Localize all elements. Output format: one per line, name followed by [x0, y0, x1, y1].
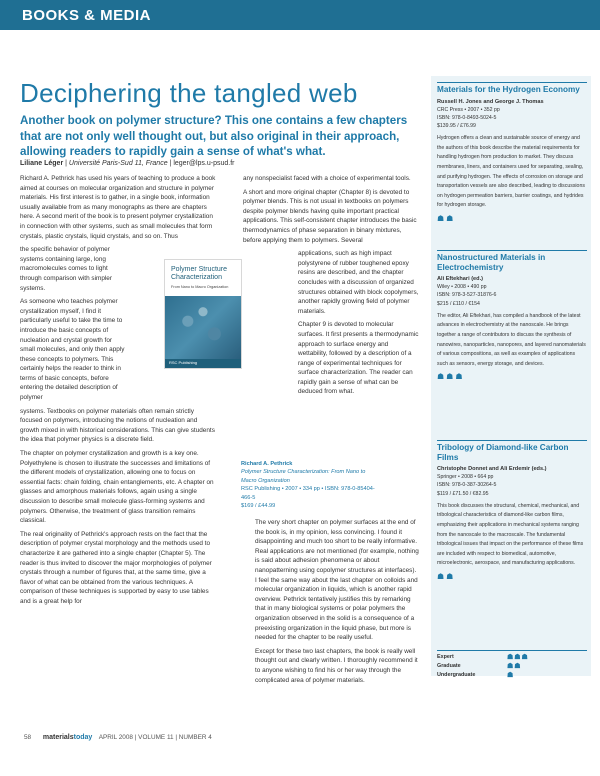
level-hats-icon: ☗☗☗	[507, 654, 529, 661]
paragraph: applications, such as high impact polystyrene of rubber toughened epoxy resins are described, and the chapter concludes with a discussion of organized structures obtained with block copolymers, another rapidly growing field of polymer materials.	[298, 250, 419, 315]
sidebar-book-title: Tribology of Diamond-like Carbon Films	[437, 443, 569, 462]
book-details: RSC Publishing • 2007 • 334 pp • ISBN: 978-0-85404-466-5	[241, 486, 375, 501]
level-hats-icon: ☗☗☗	[437, 372, 465, 382]
section-header-bar	[0, 0, 600, 30]
cover-publisher: RSC Publishing	[169, 360, 198, 365]
level-key	[437, 654, 587, 681]
book-cover-image	[164, 259, 242, 369]
paragraph: systems. Textbooks on polymer materials often remain strictly focused on polymers, introducing the notions of nucleation and growth mixed in with historical considerations. This can give students the idea that polymer physics is a discrete field.	[20, 407, 215, 444]
reviewer-name: Liliane Léger	[20, 160, 64, 167]
magazine-logo	[43, 734, 92, 741]
logo-prefix: materials	[42, 734, 74, 741]
sidebar-book-title: Materials for the Hydrogen Economy	[437, 85, 580, 94]
page-number: 58	[24, 734, 32, 741]
paragraph: Chapter 9 is devoted to molecular surfaces. It first presents a thermodynamic approach to surface energy and wettability, followed by a description of a range of experimental techniques for surface characterization. The reader can rapidly gain a sense of what can be deduced from what.	[298, 321, 419, 396]
sidebar-book-title: Nanostructured Materials in Electrochemistry	[437, 253, 546, 272]
level-hats-icon: ☗	[507, 672, 515, 679]
reviewer-affiliation: Université Paris-Sud 11, France	[68, 160, 168, 167]
paragraph: As someone who teaches polymer crystallization myself, I find it particularly useful to take the time to introduce the basic concepts of nucleation and crystal growth for small molecules, and only then apply these concepts to polymers. This certainly helps the reader to think in terms of basic concepts, before entering the detailed description of polymer	[20, 298, 125, 402]
level-hats-icon: ☗☗	[507, 663, 522, 670]
sidebar-book-description: The editor, Ali Eftekhari, has compiled a handbook of the latest advances in electrochemistry at the nanoscale. He brings together a range of contributors to discuss the synthesis of nanowires, nanoparticles, nanopores, and layered nanomaterials of various compositions, as well as examples of applications such as sensors, energy storage, and devices.	[437, 312, 586, 367]
level-hats-icon: ☗☗	[437, 571, 456, 581]
cover-subtitle: From Nano to Macro Organization	[171, 285, 229, 289]
sidebar-divider	[437, 440, 587, 441]
sidebar-book-price: $139.95 / £76.99	[437, 123, 476, 129]
sidebar-divider	[437, 82, 587, 83]
sidebar-book-publisher: Wiley • 2008 • 490 pp	[437, 284, 487, 291]
paragraph: any nonspecialist faced with a choice of experimental tools.	[243, 175, 411, 182]
byline: Liliane Léger | Université Paris-Sud 11, France | leger@lps.u-psud.fr	[20, 160, 235, 167]
key-label: Undergraduate	[437, 672, 476, 678]
paragraph: A short and more original chapter (Chapter 8) is devoted to polymer blends. This is not usual in textbooks on polymers despite polymer blends having quite important practical applications. This self-consistent chapter introduces the basic thermodynamics of phase separation in binary mixtures, before applying them to polymers. Several	[243, 188, 417, 244]
logo-suffix: today	[73, 734, 93, 741]
book-caption	[241, 460, 381, 510]
sidebar-book-3	[437, 443, 587, 581]
book-title: Polymer Structure Characterization: From Nano to Macro Organization	[241, 469, 366, 484]
sidebar-book-authors: Christophe Donnet and Ali Erdemir (eds.)	[437, 466, 547, 473]
sidebar-book-isbn: ISBN: 978-0-8493-5024-5	[437, 114, 497, 121]
sidebar-book-publisher: Springer • 2008 • 664 pp	[437, 474, 494, 481]
cover-artwork	[165, 296, 241, 359]
sidebar-book-price: $215 / £110 / €154	[437, 300, 480, 307]
body-column-1	[20, 174, 218, 611]
paragraph: The real originality of Pethrick's approach rests on the fact that the description of polymer crystal morphology and the methods used to characterize it are gathered into a single chapter (Chapter 5). The reader is thus invited to discover the major morphologies of polymer crystals through a number of figures that, at the same time, give a flavor of what can be obtained from the various techniques. A comparison of these techniques is supported by easy to use tables and is a great help for	[20, 530, 212, 605]
paragraph: the specific behavior of polymer systems containing large, long macromolecules comes to light through comparison with simpler systems.	[20, 246, 112, 292]
cover-title: Polymer Structure Characterization	[171, 266, 228, 281]
section-label: BOOKS & MEDIA	[22, 7, 152, 24]
reviewer-email[interactable]: leger@lps.u-psud.fr	[173, 160, 235, 167]
article-standfirst: Another book on polymer structure? This one contains a few chapters that are not only well thought out, but also original in their approach, allowing readers to rapidly gain a sense of what's what.	[20, 114, 408, 158]
book-price: $169 / £44.99	[241, 503, 276, 510]
sidebar-book-isbn: ISBN: 978-3-527-31876-6	[437, 292, 497, 299]
key-label: Graduate	[437, 663, 461, 669]
body-column-2-top	[243, 174, 419, 401]
paragraph: Richard A. Pethrick has used his years of teaching to produce a book aimed at courses on molecular organization and structure in polymer materials. His first interest is to gather, in a single book, information usually available from as many monographs as there are chapters here. A second merit of the book is to present polymer crystallization in connection with other systems, such as small molecules that form crystals, plastic crystals, liquid crystals, and so on. Thus	[20, 175, 216, 240]
sidebar-book-1	[437, 85, 587, 223]
paragraph: The chapter on polymer crystallization and growth is a key one. Polyethylene is chosen to illustrate the successes and limitations of the different models of crystallization, allowing one to focus on essential facts: chain folding, chain entanglements, etc. A chapter on glasses and amorphous materials follows, again using a single discussion to describe small molecule glass-forming systems and polymers. Otherwise, the treatment of glass transition remains classical.	[20, 450, 214, 525]
sidebar-book-description: Hydrogen offers a clean and sustainable source of energy and the authors of this book describe the material requirements for handling hydrogen from production to market. They discuss membranes, liners, and containers used for separating, sealing, and purifying hydrogen. The effects of corrosion on storage and transportation vessels are also described, leading to discussions on hydrogen permeation barriers, barrier coatings, and hydrides for hydrogen storage.	[437, 135, 585, 209]
sidebar-divider	[437, 650, 587, 651]
sidebar-book-authors: Russell H. Jones and George J. Thomas	[437, 98, 544, 105]
sidebar-book-isbn: ISBN: 978-0-387-30264-5	[437, 482, 497, 489]
sidebar-book-authors: Ali Eftekhari (ed.)	[437, 276, 484, 283]
level-hats-icon: ☗☗	[437, 213, 456, 223]
article-title: Deciphering the tangled web	[20, 78, 358, 108]
sidebar-book-2	[437, 253, 587, 381]
key-row-undergraduate	[437, 672, 587, 681]
body-column-2-bottom	[255, 518, 419, 689]
sidebar-book-description: This book discusses the structural, chemical, mechanical, and tribological characteristics of diamond-like carbon films, emphasizing their applications in mechanical systems ranging from the nanoscale to the macroscale. The fundamental tribological issues that impact on the performance of these films are included with respect to biomedical, automotive, microelectronic, aerospace, and manufacturing applications.	[437, 502, 584, 567]
sidebar-book-publisher: CRC Press • 2007 • 352 pp	[437, 106, 500, 113]
key-label: Expert	[437, 654, 454, 660]
book-author: Richard A. Pethrick	[241, 461, 293, 467]
page-footer	[24, 734, 424, 741]
sidebar-book-price: $119 / £71.50 / €82.95	[437, 490, 489, 497]
issue-info: APRIL 2008 | VOLUME 11 | NUMBER 4	[98, 734, 212, 741]
paragraph: The very short chapter on polymer surfaces at the end of the book is, in my opinion, less convincing. I found it disappointing and much too short to be really informative. Real applications are not mentioned (for example, nothing is said about adhesion phenomena or about nanopatterning using copolymer structures at interfaces). I feel the same way about the last chapter on colloids and molecular organization in liquids, which is another rapid overview. Pethrick tentatively justifies this by remarking that in many biological systems or polar polymers the organization observed in the solid is a consequence of a preexisting organization in the liquid phase, but more is needed for the chapter to be really useful.	[255, 519, 419, 642]
sidebar-divider	[437, 250, 587, 251]
paragraph: Except for these two last chapters, the book is really well thought out and clearly written. I thoroughly recommend it to anyone wishing to find his or her way through the complicated area of polymer materials.	[255, 647, 418, 684]
